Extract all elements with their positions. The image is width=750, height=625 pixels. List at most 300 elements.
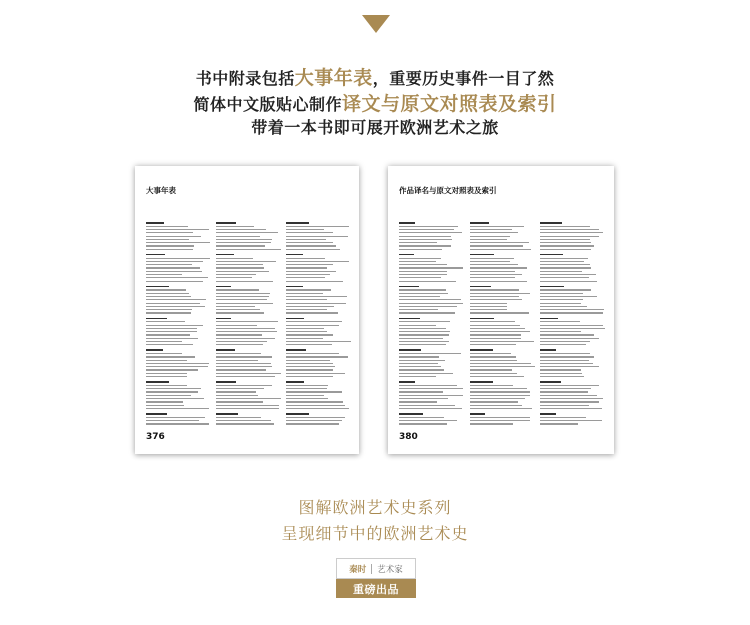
text-line [540,286,564,288]
text-line [399,289,446,290]
text-line [146,388,201,389]
text-line [216,261,276,262]
text-line [216,328,275,329]
text-line [540,325,603,326]
text-line [470,281,527,282]
text-line [399,325,436,326]
text-line [399,312,455,313]
text-line [216,344,263,345]
text-line [470,254,494,256]
text-line [399,277,441,278]
text-line [216,306,255,307]
text-line [216,334,262,335]
text-line [399,349,421,351]
text-line [146,353,182,354]
page-title: 作品译名与原文对照表及索引 [399,186,497,195]
text-line [146,373,187,374]
text-line [146,289,186,290]
text-line [540,258,587,259]
text-line [470,381,493,383]
text-line [146,366,208,367]
text-line [399,264,447,265]
text-line [399,331,450,332]
text-line [540,293,583,294]
headline-line-1 [0,63,750,90]
text-line [286,318,304,320]
text-line [470,413,485,415]
text-line [540,338,598,339]
text-line [399,232,462,233]
text-line [540,385,599,386]
text-line [146,299,206,300]
text-line [146,222,164,224]
text-line [216,267,264,268]
text-line [540,312,603,313]
text-line [540,363,593,364]
text-line [540,277,588,278]
text-line [470,363,531,364]
text-line [146,381,169,383]
text-line [540,423,578,424]
text-line [470,239,507,240]
text-line [146,258,210,259]
text-line [286,242,333,243]
text-line [286,417,345,418]
text-line [286,413,309,415]
text-line [540,309,604,310]
text-line [399,236,451,237]
text-line [540,369,580,370]
text-line [540,261,584,262]
text-line [540,405,589,406]
text-line [216,274,256,275]
text-line [540,271,582,272]
text-line [399,261,436,262]
text-line [399,281,456,282]
text-line [399,369,444,370]
text-line [540,303,581,304]
text-line [470,293,530,294]
text-line [146,328,197,329]
text-line [399,271,447,272]
text-line [216,321,278,322]
text-line [540,289,591,290]
text-line [216,356,272,357]
text-line [470,388,527,389]
text-line [216,405,279,406]
text-line [399,296,440,297]
text-line [146,408,209,409]
text-line [146,281,203,282]
text-line [146,398,204,399]
text-line [540,341,590,342]
text-line [399,356,439,357]
text-line [216,236,260,237]
text-line [146,376,187,377]
headline-1-highlight: 大事年表 [294,67,373,89]
text-line [399,376,436,377]
text-line [146,341,182,342]
text-line [286,373,345,374]
text-line [286,385,328,386]
text-line [146,423,209,424]
text-line [146,312,191,313]
text-line [286,226,349,227]
text-line [540,299,582,300]
text-line [540,242,590,243]
text-column [216,218,281,426]
text-line [540,267,591,268]
page-number: 380 [399,432,418,442]
headline-line-2 [0,89,750,116]
text-line [399,373,453,374]
text-line [540,413,556,415]
text-line [286,267,327,268]
text-line [399,338,443,339]
text-line [216,239,272,240]
text-line [470,286,492,288]
page-text-columns [399,218,606,426]
page-number: 376 [146,432,165,442]
text-line [216,385,272,386]
text-line [540,226,590,227]
text-line [399,353,461,354]
text-line [470,334,522,335]
text-line [146,385,187,386]
text-line [146,249,193,250]
text-line [540,401,598,402]
text-line [286,264,333,265]
text-line [399,245,451,246]
text-line [286,274,330,275]
text-line [146,267,200,268]
text-line [470,249,532,250]
text-line [540,388,590,389]
text-line [470,331,530,332]
text-line [470,229,512,230]
text-line [470,321,515,322]
text-line [286,286,303,288]
text-line [470,296,519,297]
text-line [216,299,267,300]
text-line [146,405,184,406]
text-line [146,264,192,265]
text-line [286,356,348,357]
text-column [286,218,351,426]
text-line [470,299,522,300]
text-line [216,242,271,243]
text-line [216,264,263,265]
text-line [540,344,586,345]
text-line [399,360,445,361]
text-line [470,271,515,272]
text-line [146,325,203,326]
text-line [146,306,205,307]
text-line [216,353,261,354]
text-line [540,236,599,237]
text-line [146,401,183,402]
text-line [470,226,525,227]
text-line [216,309,260,310]
text-line [286,360,330,361]
text-line [216,258,253,259]
text-line [540,321,580,322]
logo-divider [371,564,372,574]
text-line [216,398,281,399]
text-line [286,331,327,332]
text-line [286,408,349,409]
text-line [216,318,231,320]
text-line [216,395,258,396]
text-line [399,328,446,329]
text-line [470,274,522,275]
text-line [286,366,335,367]
text-line [146,391,198,392]
text-line [470,405,522,406]
text-line [146,261,203,262]
text-line [470,261,511,262]
text-line [286,363,333,364]
book-page-index [388,166,614,454]
text-line [470,369,513,370]
text-line [470,325,520,326]
text-line [399,366,441,367]
text-line [540,306,586,307]
text-line [470,353,511,354]
text-line [470,306,507,307]
text-line [216,293,270,294]
headline-1-text: 书中附录包括 [195,69,295,88]
text-line [399,309,438,310]
text-line [216,417,261,418]
text-line [470,328,526,329]
text-line [540,245,594,246]
text-line [286,391,342,392]
text-line [540,398,602,399]
text-line [399,420,457,421]
text-line [399,395,463,396]
text-line [470,267,528,268]
text-line [146,254,165,256]
text-line [146,420,199,421]
headline-line-3: 带着一本书即可展开欧洲艺术之旅 [251,118,499,137]
text-line [470,376,525,377]
text-line [146,293,189,294]
text-line [399,408,462,409]
text-line [216,277,252,278]
text-line [470,318,494,320]
text-line [146,369,198,370]
text-line [146,271,202,272]
text-line [286,376,333,377]
text-line [540,249,591,250]
text-line [216,289,259,290]
text-line [399,391,443,392]
text-line [399,423,447,424]
text-line [399,229,454,230]
text-line [216,254,234,256]
text-line [470,303,507,304]
text-line [216,376,275,377]
text-line [540,222,562,224]
text-line [399,306,457,307]
text-line [216,232,278,233]
text-line [399,226,458,227]
text-line [216,388,264,389]
text-line [540,274,596,275]
text-line [216,331,277,332]
text-line [146,239,189,240]
text-line [399,222,415,224]
text-line [286,334,333,335]
text-line [286,388,327,389]
series-tagline: 呈现细节中的欧洲艺术史 [281,524,469,543]
text-line [470,341,535,342]
text-line [146,344,193,345]
text-line [470,312,529,313]
text-line [540,360,589,361]
text-line [286,293,323,294]
text-line [286,289,331,290]
text-line [146,229,209,230]
text-line [286,303,346,304]
text-line [470,373,518,374]
text-line [399,242,437,243]
text-line [399,344,446,345]
text-line [286,312,338,313]
text-line [146,277,208,278]
text-line [399,249,442,250]
text-line [146,321,185,322]
publisher-logo [336,558,416,579]
headline-1-tail: ，重要历史事件一目了然 [372,69,555,88]
text-line [286,338,323,339]
text-line [216,366,272,367]
text-line [286,299,327,300]
logo-mark: 秦时 [349,564,367,575]
text-line [216,413,238,415]
text-line [540,349,556,351]
text-line [286,222,309,224]
text-line [399,417,444,418]
text-line [216,271,269,272]
text-line [399,321,450,322]
text-line [286,349,306,351]
text-line [540,232,603,233]
text-line [470,349,494,351]
text-line [399,274,447,275]
text-line [286,341,351,342]
text-line [399,413,423,415]
text-line [470,258,515,259]
text-line [470,236,511,237]
text-line [146,309,192,310]
text-line [286,271,336,272]
text-line [540,334,593,335]
text-line [216,249,281,250]
text-line [399,363,438,364]
text-line [286,229,324,230]
text-line [399,254,414,256]
logo-text: 艺术家 [377,564,403,575]
text-line [470,366,535,367]
text-line [399,388,463,389]
text-line [216,303,273,304]
text-line [540,376,583,377]
text-line [286,420,342,421]
text-line [399,405,455,406]
text-line [399,401,437,402]
page-text-columns [146,218,351,426]
text-line [540,318,557,320]
text-line [399,299,461,300]
text-line [286,369,333,370]
text-line [146,286,169,288]
text-column [146,218,211,426]
text-line [540,239,590,240]
text-line [540,331,581,332]
page-title: 大事年表 [146,186,176,195]
text-line [286,277,325,278]
text-line [399,385,457,386]
text-line [470,242,529,243]
text-line [286,321,342,322]
text-line [216,349,235,351]
text-line [470,344,516,345]
text-line [540,381,561,383]
text-line [146,303,200,304]
text-line [470,309,507,310]
text-line [470,395,531,396]
text-line [470,417,530,418]
text-line [399,341,449,342]
text-line [146,296,191,297]
text-line [470,277,515,278]
text-line [216,373,281,374]
text-line [470,338,521,339]
text-line [216,408,279,409]
text-line [286,423,339,424]
text-line [470,360,517,361]
featured-badge: 重磅出品 [336,579,416,598]
book-page-chronology [135,166,359,454]
text-line [399,293,448,294]
text-line [216,226,254,227]
text-line [540,417,586,418]
text-line [216,391,256,392]
text-column [470,218,536,426]
text-line [216,286,231,288]
text-line [216,296,269,297]
text-line [286,254,303,256]
text-line [540,395,597,396]
down-triangle-icon [362,15,390,33]
text-line [540,264,589,265]
text-line [286,381,304,383]
text-line [146,334,190,335]
text-line [540,366,598,367]
text-line [146,413,167,415]
text-line [216,245,265,246]
text-line [399,267,463,268]
text-column [540,218,606,426]
text-line [470,232,518,233]
text-line [216,222,236,224]
text-line [540,254,563,256]
text-line [146,338,198,339]
text-line [399,258,441,259]
text-line [286,239,326,240]
